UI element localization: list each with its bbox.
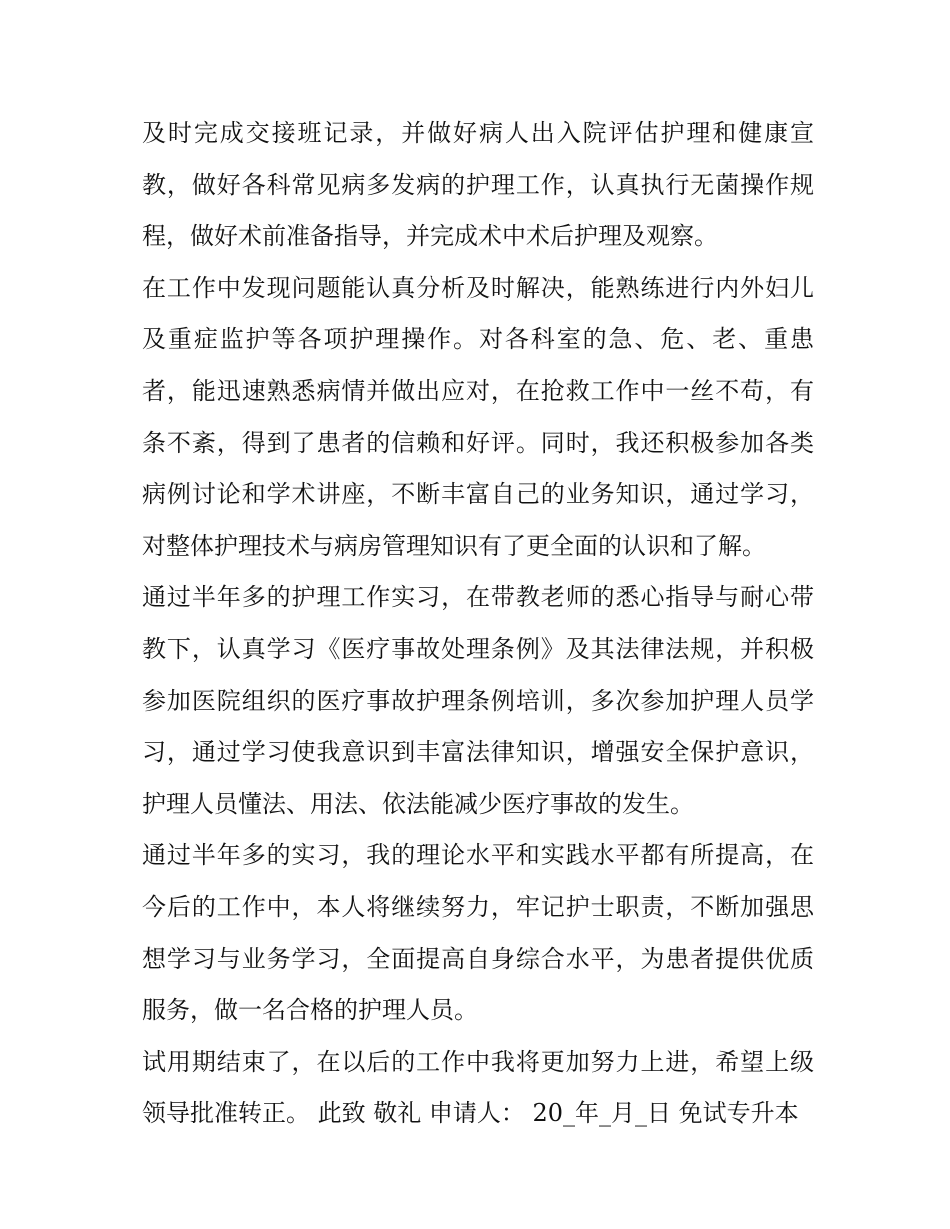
text-line: 教，做好各科常见病多发病的护理工作，认真执行无菌操作规 [142, 170, 814, 199]
text-line: 通过半年多的实习，我的理论水平和实践水平都有所提高，在 [142, 841, 814, 870]
text-line: 教下，认真学习《医疗事故处理条例》及其法律法规，并积极 [142, 634, 814, 663]
text-line: 今后的工作中，本人将继续努力，牢记护士职责，不断加强思 [142, 892, 814, 921]
text-line: 病例讨论和学术讲座，不断丰富自己的业务知识，通过学习， [142, 480, 814, 509]
text-line: 想学习与业务学习，全面提高自身综合水平，为患者提供优质 [142, 944, 814, 973]
text-line: 参加医院组织的医疗事故护理条例培训，多次参加护理人员学 [142, 686, 814, 715]
text-line: 者，能迅速熟悉病情并做出应对，在抢救工作中一丝不苟，有 [142, 376, 814, 405]
text-line: 条不紊，得到了患者的信赖和好评。同时，我还积极参加各类 [142, 428, 814, 457]
text-line: 领导批准转正。 此致 敬礼 申请人： 20_年_月_日 免试专升本 [142, 1099, 799, 1128]
text-line: 程，做好术前准备指导，并完成术中术后护理及观察。 [142, 222, 718, 251]
text-line: 习，通过学习使我意识到丰富法律知识，增强安全保护意识， [142, 738, 814, 767]
text-line: 护理人员懂法、用法、依法能减少医疗事故的发生。 [142, 789, 694, 818]
document-body [142, 108, 814, 1140]
text-line: 及重症监护等各项护理操作。对各科室的急、危、老、重患 [142, 325, 814, 354]
text-line: 对整体护理技术与病房管理知识有了更全面的认识和了解。 [142, 531, 766, 560]
text-line: 通过半年多的护理工作实习，在带教老师的悉心指导与耐心带 [142, 583, 814, 612]
text-line: 试用期结束了，在以后的工作中我将更加努力上进，希望上级 [142, 1047, 814, 1076]
text-line: 在工作中发现问题能认真分析及时解决，能熟练进行内外妇儿 [142, 273, 814, 302]
text-line: 及时完成交接班记录，并做好病人出入院评估护理和健康宣 [142, 119, 814, 147]
text-line: 服务，做一名合格的护理人员。 [142, 996, 478, 1025]
